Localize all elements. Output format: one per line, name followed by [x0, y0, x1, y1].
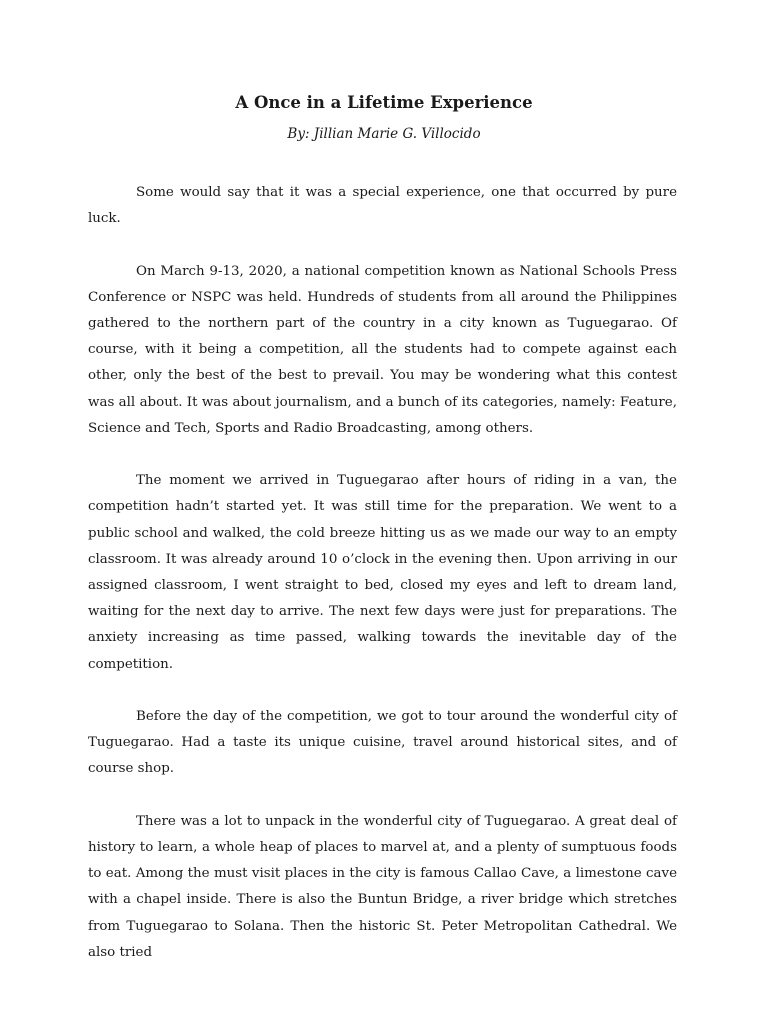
- paragraph-3: The moment we arrived in Tuguegarao after hours of riding in a van, the competition hadn’t started yet. It was still time for the preparation. We went to a public school and walked, the cold breeze hitting us as we made our way to an empty classroom. It was already around 10 o’clock in the evening then. Upon arriving in our assigned classroom, I went straight to bed, closed my eyes and left to dream land, waiting for the next day to arrive. The next few days were just for preparations. The anxiety increasing as time passed, walking towards the inevitable day of the competition.: [88, 473, 677, 672]
- paragraph-1: Some would say that it was a special experience, one that occurred by pure luck.: [88, 185, 677, 227]
- author-byline: By: Jillian Marie G. Villocido: [287, 126, 481, 142]
- document-body: [88, 180, 677, 966]
- paragraph-2: On March 9-13, 2020, a national competition known as National Schools Press Conference or NSPC was held. Hundreds of students from all around the Philippines gathered to the northern part of the country in a city known as Tuguegarao. Of course, with it being a competition, all the students had to compete against each other, only the best of the best to prevail. You may be wondering what this contest was all about. It was about journalism, and a bunch of its categories, namely: Feature, Science and Tech, Sports and Radio Broadcasting, among others.: [88, 263, 677, 436]
- document-title: A Once in a Lifetime Experience: [235, 93, 533, 112]
- paragraph-4: Before the day of the competition, we got to tour around the wonderful city of Tuguegarao. Had a taste its unique cuisine, travel around historical sites, and of course shop.: [88, 709, 677, 777]
- paragraph-5: There was a lot to unpack in the wonderful city of Tuguegarao. A great deal of history to learn, a whole heap of places to marvel at, and a plenty of sumptuous foods to eat. Among the must visit places in the city is famous Callao Cave, a limestone cave with a chapel inside. There is also the Buntun Bridge, a river bridge which stretches from Tuguegarao to Solana. Then the historic St. Peter Metropolitan Cathedral. We also tried: [88, 813, 677, 960]
